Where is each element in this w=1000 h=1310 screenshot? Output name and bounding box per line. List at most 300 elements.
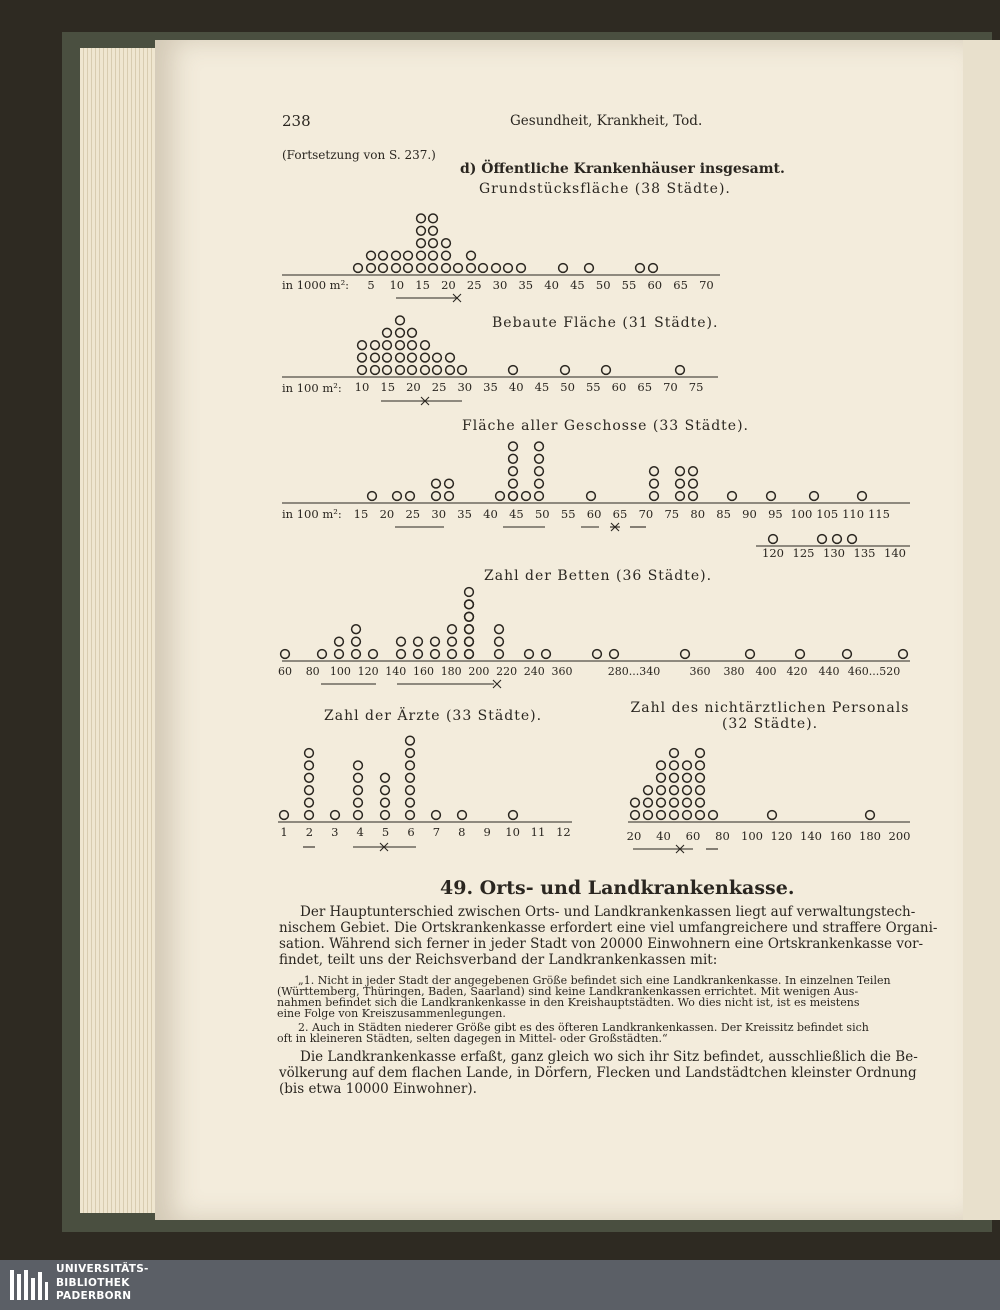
dot-geschosse bbox=[767, 492, 776, 501]
tick-betten: 380 bbox=[723, 665, 745, 678]
tick-grundstueck: 45 bbox=[570, 278, 585, 292]
dot-betten bbox=[352, 650, 361, 659]
library-name-line2: BIBLIOTHEK bbox=[56, 1276, 130, 1289]
dot-aerzte bbox=[406, 786, 415, 795]
dot-betten bbox=[495, 637, 504, 646]
dot-geschosse bbox=[509, 467, 518, 476]
tick-bebaut: 50 bbox=[560, 380, 575, 394]
tick-betten: 120 bbox=[357, 665, 379, 678]
dot-aerzte bbox=[381, 773, 390, 782]
dot-geschosse bbox=[676, 492, 685, 501]
dot-geschosse bbox=[650, 492, 659, 501]
dot-geschosse bbox=[810, 492, 819, 501]
para2-line2: völkerung auf dem flachen Lande, in Dörfern, Flecken und Landstädtchen kleinster Ordnung bbox=[279, 1065, 917, 1081]
dot-bebaut bbox=[676, 366, 685, 375]
dot-betten bbox=[495, 650, 504, 659]
tick-grundstueck: 50 bbox=[595, 278, 611, 292]
dot-aerzte bbox=[381, 798, 390, 807]
dot-bebaut bbox=[446, 366, 455, 375]
tick-aerzte: 9 bbox=[483, 825, 491, 839]
dot-geschosse-ext bbox=[833, 535, 842, 544]
dot-betten bbox=[431, 650, 440, 659]
tick-aerzte: 7 bbox=[432, 825, 441, 839]
library-name-line1: UNIVERSITÄTS- bbox=[56, 1263, 149, 1275]
tick-aerzte: 6 bbox=[407, 825, 415, 839]
dot-grundstueck bbox=[392, 264, 401, 273]
dot-grundstueck bbox=[417, 251, 426, 260]
dot-betten bbox=[610, 650, 619, 659]
unit-label-chart2: in 100 m²: bbox=[282, 381, 342, 395]
dot-geschosse bbox=[368, 492, 377, 501]
dot-bebaut bbox=[396, 353, 405, 362]
dot-aerzte bbox=[406, 773, 415, 782]
dot-geschosse bbox=[650, 467, 659, 476]
tick-betten: 400 bbox=[755, 665, 777, 678]
tick-bebaut: 35 bbox=[483, 380, 498, 394]
dot-bebaut bbox=[421, 353, 430, 362]
dot-bebaut bbox=[421, 366, 430, 375]
library-name-line3: PADERBORN bbox=[56, 1290, 132, 1302]
dot-aerzte bbox=[406, 811, 415, 820]
dot-geschosse bbox=[535, 442, 544, 451]
tick-bebaut: 45 bbox=[534, 380, 550, 394]
para1-line3: sation. Während sich ferner in jeder Stadt von 20000 Einwohnern eine Ortskrankenkasse vor- bbox=[279, 936, 924, 952]
dot-personal bbox=[866, 811, 875, 820]
dot-betten bbox=[369, 650, 378, 659]
dot-betten bbox=[542, 650, 551, 659]
dot-grundstueck bbox=[429, 214, 438, 223]
tick-personal: 180 bbox=[859, 829, 881, 843]
dot-bebaut bbox=[371, 353, 380, 362]
section-heading: d) Öffentliche Krankenhäuser insgesamt. bbox=[460, 161, 785, 177]
tick-grundstueck: 60 bbox=[647, 278, 663, 292]
dot-personal bbox=[670, 749, 679, 758]
tick-betten: 80 bbox=[305, 665, 320, 678]
dot-betten bbox=[318, 650, 327, 659]
dot-bebaut bbox=[408, 353, 417, 362]
tick-personal: 80 bbox=[715, 829, 730, 843]
dot-bebaut bbox=[371, 366, 380, 375]
tick-grundstueck: 35 bbox=[518, 278, 534, 292]
dot-betten bbox=[414, 650, 423, 659]
unit-label-chart3: in 100 m²: bbox=[282, 507, 342, 521]
dot-aerzte bbox=[406, 749, 415, 758]
dot-personal bbox=[683, 811, 692, 820]
dot-personal bbox=[768, 811, 777, 820]
tick-aerzte: 11 bbox=[530, 825, 546, 839]
dot-betten bbox=[448, 637, 457, 646]
dot-grundstueck bbox=[492, 264, 501, 273]
dot-grundstueck bbox=[417, 264, 426, 273]
chart-title-grundstuecksflaeche: Grundstücksfläche (38 Städte). bbox=[479, 181, 731, 197]
tick-betten: 160 bbox=[413, 665, 434, 678]
tick-betten: 100 bbox=[329, 665, 351, 678]
dot-grundstueck bbox=[429, 264, 438, 273]
tick-aerzte: 3 bbox=[331, 825, 339, 839]
dot-bebaut bbox=[446, 353, 455, 362]
dot-grundstueck bbox=[429, 251, 438, 260]
dot-aerzte bbox=[406, 761, 415, 770]
dot-grundstueck bbox=[504, 264, 513, 273]
tick-geschosse: 65 bbox=[612, 507, 628, 521]
tick-aerzte: 1 bbox=[280, 825, 288, 839]
dot-personal bbox=[670, 786, 679, 795]
tick-geschosse: 45 bbox=[509, 507, 524, 521]
dot-geschosse-ext bbox=[818, 535, 827, 544]
dot-aerzte bbox=[354, 761, 363, 770]
dot-bebaut bbox=[433, 353, 442, 362]
tick-personal: 100 bbox=[741, 829, 763, 843]
dot-grundstueck bbox=[636, 264, 645, 273]
dot-bebaut bbox=[396, 328, 405, 337]
dot-geschosse bbox=[676, 479, 685, 488]
tick-betten: 140 bbox=[385, 665, 407, 678]
dot-aerzte bbox=[458, 811, 467, 820]
chart-title-bebaute-flaeche: Bebaute Fläche (31 Städte). bbox=[492, 315, 719, 331]
dot-grundstueck bbox=[442, 264, 451, 273]
tick-geschosse: 70 bbox=[638, 507, 654, 521]
dot-grundstueck bbox=[417, 239, 426, 248]
tick-aerzte: 2 bbox=[305, 825, 314, 839]
tick-bebaut: 15 bbox=[380, 380, 396, 394]
tick-geschosse-ext: 140 bbox=[884, 546, 906, 560]
dot-bebaut bbox=[371, 341, 380, 350]
dot-personal bbox=[696, 811, 705, 820]
tick-geschosse: 75 bbox=[664, 507, 680, 521]
dot-bebaut bbox=[396, 316, 405, 325]
dot-personal bbox=[696, 761, 705, 770]
tick-personal: 140 bbox=[800, 829, 822, 843]
tick-geschosse-ext: 120 bbox=[762, 546, 784, 560]
tick-aerzte: 10 bbox=[505, 825, 520, 839]
dot-personal bbox=[696, 749, 705, 758]
dot-grundstueck bbox=[479, 264, 488, 273]
tick-bebaut: 10 bbox=[354, 380, 370, 394]
dot-grundstueck bbox=[354, 264, 363, 273]
dot-betten bbox=[448, 650, 457, 659]
dot-personal bbox=[644, 786, 653, 795]
dot-geschosse bbox=[509, 442, 518, 451]
dot-geschosse bbox=[432, 492, 441, 501]
tick-betten: 280...340 bbox=[607, 665, 661, 678]
dot-personal bbox=[696, 798, 705, 807]
dot-bebaut bbox=[408, 328, 417, 337]
tick-betten: 360 bbox=[551, 665, 573, 678]
tick-betten: 60 bbox=[278, 665, 292, 678]
tick-grundstueck: 70 bbox=[699, 278, 714, 292]
dot-bebaut bbox=[383, 328, 392, 337]
dot-personal bbox=[696, 773, 705, 782]
dot-grundstueck bbox=[467, 251, 476, 260]
dot-geschosse bbox=[496, 492, 505, 501]
dot-aerzte bbox=[305, 811, 314, 820]
tick-bebaut: 55 bbox=[585, 380, 601, 394]
tick-personal: 60 bbox=[685, 829, 701, 843]
tick-grundstueck: 20 bbox=[441, 278, 456, 292]
dot-grundstueck bbox=[404, 264, 413, 273]
dot-geschosse bbox=[676, 467, 685, 476]
chart-title-aerzte: Zahl der Ärzte (33 Städte). bbox=[324, 708, 543, 724]
dot-betten bbox=[465, 600, 474, 609]
tick-aerzte: 12 bbox=[556, 825, 571, 839]
tick-grundstueck: 65 bbox=[673, 278, 688, 292]
dot-betten bbox=[465, 650, 474, 659]
dot-betten bbox=[352, 625, 361, 634]
dot-personal bbox=[696, 786, 705, 795]
library-logo-icon bbox=[8, 1264, 50, 1306]
dot-aerzte bbox=[305, 798, 314, 807]
dot-geschosse bbox=[650, 479, 659, 488]
tick-geschosse-ext: 125 bbox=[792, 546, 815, 560]
dot-grundstueck bbox=[467, 264, 476, 273]
dot-geschosse bbox=[535, 467, 544, 476]
dot-grundstueck bbox=[454, 264, 463, 273]
library-footer-bar bbox=[0, 1260, 1000, 1310]
tick-geschosse: 50 bbox=[534, 507, 550, 521]
dot-aerzte bbox=[305, 773, 314, 782]
dot-aerzte bbox=[406, 736, 415, 745]
dot-grundstueck bbox=[517, 264, 526, 273]
dot-grundstueck bbox=[367, 264, 376, 273]
dot-personal bbox=[644, 811, 653, 820]
tick-betten: 240 bbox=[523, 665, 545, 678]
dot-aerzte bbox=[354, 786, 363, 795]
tick-aerzte: 4 bbox=[356, 825, 364, 839]
para2-line3: (bis etwa 10000 Einwohner). bbox=[279, 1081, 477, 1097]
dot-personal bbox=[657, 811, 666, 820]
tick-betten: 220 bbox=[496, 665, 518, 678]
dot-betten bbox=[465, 625, 474, 634]
dot-geschosse bbox=[587, 492, 596, 501]
dot-geschosse bbox=[432, 479, 441, 488]
dot-personal bbox=[670, 798, 679, 807]
tick-geschosse: 115 bbox=[868, 507, 890, 521]
dot-betten bbox=[397, 637, 406, 646]
section-49-heading: 49. Orts- und Landkrankenkasse. bbox=[440, 877, 795, 899]
tick-personal: 120 bbox=[770, 829, 793, 843]
dot-betten bbox=[352, 637, 361, 646]
dot-personal bbox=[709, 811, 718, 820]
dot-bebaut bbox=[396, 366, 405, 375]
quote-line1: „1. Nicht in jeder Stadt der angegebenen Größe befindet sich eine Landkrankenkasse. In einzelnen Teilen bbox=[298, 974, 891, 987]
dot-bebaut bbox=[383, 366, 392, 375]
dot-bebaut bbox=[383, 353, 392, 362]
dot-geschosse bbox=[535, 454, 544, 463]
dot-betten bbox=[899, 650, 908, 659]
dot-betten bbox=[448, 625, 457, 634]
dot-bebaut bbox=[561, 366, 570, 375]
dot-personal bbox=[644, 798, 653, 807]
dot-betten bbox=[746, 650, 755, 659]
dot-bebaut bbox=[602, 366, 611, 375]
tick-geschosse: 105 bbox=[816, 507, 839, 521]
tick-geschosse: 95 bbox=[768, 507, 783, 521]
tick-bebaut: 60 bbox=[611, 380, 627, 394]
tick-geschosse: 90 bbox=[742, 507, 757, 521]
quote-line3: nahmen befindet sich die Landkrankenkasse in den Kreishauptstädten. Wo dies nicht ist, ist es meistens bbox=[277, 996, 860, 1009]
dot-geschosse-ext bbox=[848, 535, 857, 544]
dot-personal bbox=[657, 798, 666, 807]
dot-bebaut bbox=[408, 366, 417, 375]
dot-personal bbox=[631, 811, 640, 820]
dot-personal bbox=[683, 773, 692, 782]
tick-geschosse: 15 bbox=[353, 507, 369, 521]
tick-betten: 440 bbox=[818, 665, 840, 678]
tick-geschosse: 110 bbox=[842, 507, 865, 521]
dot-grundstueck bbox=[442, 251, 451, 260]
tick-aerzte: 5 bbox=[381, 825, 390, 839]
tick-betten: 420 bbox=[786, 665, 808, 678]
dot-geschosse bbox=[509, 479, 518, 488]
dot-aerzte bbox=[305, 749, 314, 758]
chart-title-flaeche-geschosse: Fläche aller Geschosse (33 Städte). bbox=[462, 418, 749, 434]
tick-geschosse: 80 bbox=[690, 507, 706, 521]
dot-bebaut bbox=[458, 366, 467, 375]
tick-geschosse: 30 bbox=[431, 507, 447, 521]
chart-title-personal: Zahl des nichtärztlichen Personals (32 Städte). bbox=[630, 700, 910, 732]
dot-grundstueck bbox=[367, 251, 376, 260]
para2-line1: Die Landkrankenkasse erfaßt, ganz gleich wo sich ihr Sitz befindet, ausschließlich die Be- bbox=[300, 1049, 918, 1065]
tick-betten: 360 bbox=[689, 665, 711, 678]
dot-geschosse bbox=[522, 492, 531, 501]
para1-line4: findet, teilt uns der Reichsverband der Landkrankenkassen mit: bbox=[279, 952, 718, 968]
dot-aerzte bbox=[280, 811, 289, 820]
dot-betten bbox=[796, 650, 805, 659]
dot-geschosse bbox=[509, 454, 518, 463]
tick-aerzte: 8 bbox=[458, 825, 466, 839]
tick-bebaut: 70 bbox=[663, 380, 678, 394]
dot-geschosse bbox=[509, 492, 518, 501]
dot-bebaut bbox=[383, 341, 392, 350]
quote-line2: (Württemberg, Thüringen, Baden, Saarland) sind keine Landkrankenkassen errichtet. Mit wenigen Aus- bbox=[277, 985, 859, 998]
library-name bbox=[56, 1263, 149, 1304]
dot-grundstueck bbox=[649, 264, 658, 273]
tick-bebaut: 30 bbox=[457, 380, 473, 394]
tick-bebaut: 20 bbox=[406, 380, 421, 394]
tick-geschosse-ext: 130 bbox=[823, 546, 845, 560]
dot-betten bbox=[465, 637, 474, 646]
dot-betten bbox=[843, 650, 852, 659]
dot-grundstueck bbox=[404, 251, 413, 260]
tick-geschosse: 35 bbox=[457, 507, 472, 521]
dot-personal bbox=[683, 761, 692, 770]
dot-betten bbox=[431, 637, 440, 646]
page-number: 238 bbox=[282, 112, 311, 130]
dot-geschosse bbox=[535, 479, 544, 488]
dot-geschosse bbox=[406, 492, 415, 501]
dot-personal bbox=[657, 761, 666, 770]
tick-personal: 40 bbox=[656, 829, 671, 843]
dot-personal bbox=[683, 786, 692, 795]
dot-geschosse bbox=[728, 492, 737, 501]
dot-betten bbox=[593, 650, 602, 659]
continuation-note: (Fortsetzung von S. 237.) bbox=[282, 148, 436, 162]
quote-line4: eine Folge von Kreiszusammenlegungen. bbox=[277, 1007, 506, 1020]
dot-bebaut bbox=[358, 353, 367, 362]
dot-aerzte bbox=[381, 786, 390, 795]
tick-geschosse: 60 bbox=[586, 507, 602, 521]
dot-geschosse bbox=[393, 492, 402, 501]
dot-geschosse bbox=[535, 492, 544, 501]
tick-geschosse: 55 bbox=[560, 507, 576, 521]
dot-aerzte bbox=[305, 761, 314, 770]
dot-grundstueck bbox=[442, 239, 451, 248]
dot-aerzte bbox=[354, 798, 363, 807]
dot-personal bbox=[670, 811, 679, 820]
para1-line1: Der Hauptunterschied zwischen Orts- und Landkrankenkassen liegt auf verwaltungstech- bbox=[300, 904, 916, 920]
dot-betten bbox=[281, 650, 290, 659]
dot-betten bbox=[525, 650, 534, 659]
tick-grundstueck: 10 bbox=[389, 278, 405, 292]
dot-personal bbox=[670, 761, 679, 770]
tick-bebaut: 40 bbox=[508, 380, 524, 394]
dot-betten bbox=[335, 637, 344, 646]
tick-personal: 20 bbox=[626, 829, 642, 843]
dot-geschosse bbox=[689, 467, 698, 476]
tick-geschosse: 40 bbox=[483, 507, 498, 521]
dot-aerzte bbox=[381, 811, 390, 820]
dot-geschosse bbox=[858, 492, 867, 501]
tick-personal: 200 bbox=[888, 829, 911, 843]
dot-geschosse bbox=[689, 479, 698, 488]
dot-grundstueck bbox=[379, 264, 388, 273]
dot-aerzte bbox=[432, 811, 441, 820]
tick-betten: 200 bbox=[468, 665, 490, 678]
dot-bebaut bbox=[396, 341, 405, 350]
dot-grundstueck bbox=[392, 251, 401, 260]
dot-bebaut bbox=[433, 366, 442, 375]
dot-personal bbox=[683, 798, 692, 807]
tick-grundstueck: 30 bbox=[492, 278, 508, 292]
para1-line2: nischem Gebiet. Die Ortskrankenkasse erfordert eine viel umfangreichere und straffere Organi- bbox=[279, 920, 938, 936]
dot-bebaut bbox=[421, 341, 430, 350]
dot-personal bbox=[631, 798, 640, 807]
tick-geschosse: 20 bbox=[379, 507, 395, 521]
tick-geschosse: 100 bbox=[790, 507, 813, 521]
tick-betten: 180 bbox=[440, 665, 462, 678]
dot-grundstueck bbox=[379, 251, 388, 260]
dot-grundstueck bbox=[429, 226, 438, 235]
tick-grundstueck: 15 bbox=[415, 278, 430, 292]
dot-aerzte bbox=[354, 811, 363, 820]
dot-betten bbox=[681, 650, 690, 659]
dot-personal bbox=[657, 773, 666, 782]
dot-bebaut bbox=[408, 341, 417, 350]
dot-bebaut bbox=[358, 366, 367, 375]
dot-bebaut bbox=[509, 366, 518, 375]
dot-aerzte bbox=[406, 798, 415, 807]
tick-betten: 460...520 bbox=[847, 665, 901, 678]
dot-grundstueck bbox=[559, 264, 568, 273]
dot-grundstueck bbox=[429, 239, 438, 248]
dot-geschosse bbox=[445, 492, 454, 501]
dot-aerzte bbox=[305, 786, 314, 795]
dot-grundstueck bbox=[417, 226, 426, 235]
dot-personal bbox=[670, 773, 679, 782]
dot-aerzte bbox=[354, 773, 363, 782]
tick-bebaut: 65 bbox=[637, 380, 653, 394]
dot-betten bbox=[335, 650, 344, 659]
tick-geschosse-ext: 135 bbox=[853, 546, 876, 560]
dot-betten bbox=[414, 637, 423, 646]
dot-personal bbox=[657, 786, 666, 795]
tick-grundstueck: 55 bbox=[621, 278, 637, 292]
tick-grundstueck: 5 bbox=[367, 278, 375, 292]
dot-geschosse bbox=[445, 479, 454, 488]
tick-bebaut: 25 bbox=[431, 380, 447, 394]
dot-betten bbox=[397, 650, 406, 659]
dot-grundstueck bbox=[417, 214, 426, 223]
